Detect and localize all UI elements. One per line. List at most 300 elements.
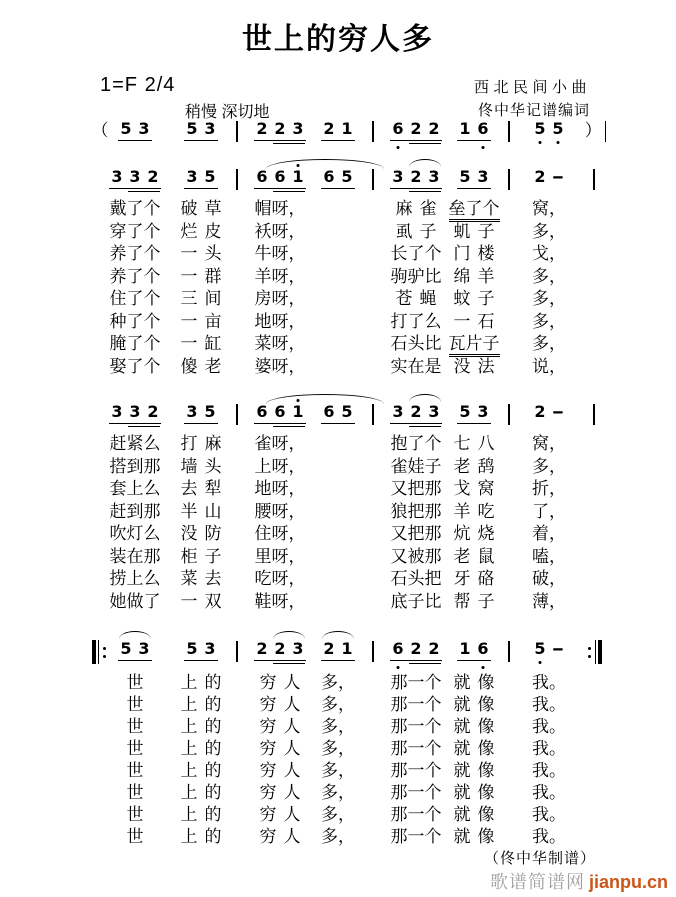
lyric-cell <box>522 456 576 477</box>
lyric-text: 烂皮 <box>180 221 229 241</box>
measure-cell <box>522 168 576 195</box>
note-digit: 2 <box>428 119 440 138</box>
lyric-cell <box>178 546 229 567</box>
lyric-text: 穷人 <box>259 739 308 758</box>
note-row <box>389 120 443 138</box>
lyric-text: 多， <box>321 805 355 824</box>
lyric-text: 我。 <box>532 695 566 714</box>
barline <box>236 121 238 142</box>
lyric-cell <box>98 198 172 219</box>
note-digit: 2 <box>147 402 159 421</box>
barline <box>508 121 510 142</box>
measure-cell <box>224 168 250 190</box>
lyric-text: 娶了个 <box>109 356 161 376</box>
lyric-cell <box>522 672 576 693</box>
lyric-text: 帮子 <box>453 591 502 611</box>
note-digit: 5 <box>186 639 198 658</box>
beam-line-2 <box>273 663 305 664</box>
tempo-marking: 稍慢 深切地 <box>185 104 270 121</box>
lyric-text: 折， <box>532 479 566 498</box>
measure-cell <box>496 640 522 662</box>
note-digit: 3 <box>477 402 489 421</box>
lyric-text: 破， <box>532 569 566 588</box>
lyric-text: 多， <box>532 456 566 476</box>
note-row <box>456 640 492 658</box>
lyric-row <box>88 433 612 456</box>
lyric-text: 世 <box>126 805 144 824</box>
lyric-cell <box>386 198 446 219</box>
lyric-row <box>88 456 612 479</box>
repeat-thin-bar <box>595 640 597 664</box>
lyric-text: 石头把 <box>390 569 442 588</box>
lyric-cell <box>522 311 576 332</box>
lyric-cell <box>522 478 576 499</box>
note-digit: 2 <box>256 639 268 658</box>
lyric-cell <box>178 266 229 287</box>
note-digit: 3 <box>186 167 198 186</box>
note-group <box>253 403 307 430</box>
lyric-text: 房呀， <box>254 289 306 308</box>
lyric-text: 长了个 <box>390 244 442 263</box>
lyric-row <box>88 546 612 569</box>
lyric-text: 那一个 <box>390 717 442 736</box>
beam-line-2 <box>273 426 305 427</box>
lyric-text: 那一个 <box>390 805 442 824</box>
lyric-text: 就像 <box>453 695 502 714</box>
lyric-cell <box>98 333 172 354</box>
lyric-row <box>88 523 612 546</box>
note-group <box>456 403 492 430</box>
beam-line <box>184 188 218 189</box>
lyric-cell <box>452 672 502 693</box>
lyric-cell <box>98 738 172 759</box>
lyric-text: 多， <box>321 695 355 714</box>
lyric-text: 瓦片子 <box>449 333 500 357</box>
lyric-text: 就像 <box>453 783 502 802</box>
note-digit: 5 <box>459 167 471 186</box>
octave-dot-low <box>539 661 542 664</box>
note-row <box>320 403 356 421</box>
music-line-chorus <box>88 628 612 672</box>
lyric-cell <box>178 501 229 522</box>
measure-cell <box>98 403 172 430</box>
slur-arc <box>119 631 151 639</box>
lyric-cell <box>98 782 172 803</box>
lyric-cell <box>250 782 310 803</box>
lyric-text: 穷人 <box>259 695 308 714</box>
lyric-cell <box>452 591 502 612</box>
note-digit: 3 <box>292 119 304 138</box>
lyric-cell <box>98 804 172 825</box>
beam-line <box>109 423 161 424</box>
lyric-cell <box>452 356 502 377</box>
slur-arc <box>273 631 305 639</box>
measure-cell <box>576 168 612 190</box>
octave-dot-low <box>557 141 560 144</box>
lyric-cell <box>250 546 310 567</box>
lyric-row <box>88 672 612 694</box>
lyric-row <box>88 738 612 760</box>
note-row <box>253 403 307 421</box>
lyric-text: 住了个 <box>109 289 161 308</box>
beam-line <box>390 423 442 424</box>
note-digit: 2 <box>428 639 440 658</box>
lyric-cell <box>250 804 310 825</box>
lyric-cell <box>522 568 576 589</box>
lyric-cell <box>178 523 229 544</box>
note-digit: 3 <box>428 402 440 421</box>
lyric-cell <box>250 716 310 737</box>
lyric-text: 驹驴比 <box>390 266 442 286</box>
lyric-cell <box>250 198 310 219</box>
lyric-row <box>88 501 612 524</box>
lyric-text: 一缸 <box>180 334 229 353</box>
lyric-cell <box>522 782 576 803</box>
lyric-text: 地呀， <box>254 311 306 331</box>
lyric-text: 赶紧么 <box>109 434 161 453</box>
note-digit: 1 <box>341 119 353 138</box>
note-digit: 3 <box>428 167 440 186</box>
lyric-text: 戈， <box>532 244 566 263</box>
lyric-text: 上的 <box>180 717 229 736</box>
lyric-cell <box>98 243 172 264</box>
lyric-row <box>88 591 612 614</box>
lyric-cell <box>250 523 310 544</box>
lyric-text: 墙头 <box>180 456 229 476</box>
lyric-cell <box>386 523 446 544</box>
lyric-text: 上的 <box>180 673 229 692</box>
lyric-text: 雀呀， <box>254 434 306 453</box>
lyric-cell <box>386 433 446 454</box>
lyric-cell <box>250 243 310 264</box>
measure-cell <box>316 403 360 430</box>
beam-line <box>254 423 306 424</box>
song-title: 世上的穷人多 <box>242 23 434 56</box>
lyric-text: 就像 <box>453 673 502 692</box>
lyric-text: 虮子 <box>453 221 502 241</box>
lyric-text: 炕烧 <box>453 524 502 543</box>
note-digit: 6 <box>389 120 407 138</box>
note-digit: 5 <box>204 167 216 186</box>
site-name: 歌谱简谱网 <box>489 872 585 892</box>
beam-line-2 <box>273 143 305 144</box>
lyric-cell <box>452 760 502 781</box>
lyric-text: 上的 <box>180 695 229 714</box>
lyric-text: 就像 <box>453 739 502 758</box>
note-group <box>183 120 219 147</box>
note-group <box>253 640 307 667</box>
lyric-text: 我。 <box>532 761 566 780</box>
lyric-cell <box>452 221 502 242</box>
lyric-text: 戈窝 <box>453 479 502 498</box>
lyric-cell <box>250 433 310 454</box>
lyric-cell <box>522 546 576 567</box>
note-digit: 1 <box>289 168 307 186</box>
lyric-cell <box>178 804 229 825</box>
lyric-cell <box>178 198 229 219</box>
note-digit: 3 <box>477 167 489 186</box>
barline <box>605 121 607 142</box>
lyric-text: 蚊子 <box>453 289 502 308</box>
lyric-cell <box>98 716 172 737</box>
note-group <box>531 120 567 147</box>
note-digit: 2 <box>534 167 546 186</box>
lyric-cell <box>98 546 172 567</box>
note-row <box>456 168 492 186</box>
barline <box>236 641 238 662</box>
lyric-row <box>88 716 612 738</box>
lyric-text: 薄， <box>532 591 566 611</box>
measure-cell <box>386 168 446 195</box>
lyric-row <box>88 221 612 244</box>
lyric-text: 我。 <box>532 827 566 846</box>
repeat-close-sign <box>586 640 603 664</box>
lyric-cell <box>98 501 172 522</box>
measure-cell <box>522 640 576 667</box>
lyric-cell <box>98 591 172 612</box>
lyric-cell <box>386 672 446 693</box>
note-digit: 2 <box>256 119 268 138</box>
beam-line <box>184 423 218 424</box>
lyric-text: 了， <box>532 501 566 521</box>
lyric-text: 就像 <box>453 827 502 846</box>
barline <box>372 169 374 190</box>
slur-arc-wide <box>266 394 384 404</box>
lyric-text: 打了么 <box>390 311 442 331</box>
octave-dot-low <box>482 666 485 669</box>
note-group <box>108 403 162 430</box>
measure-cell <box>496 403 522 425</box>
note-group <box>456 168 492 195</box>
note-row <box>117 120 153 138</box>
key-time-signature: 1=F 2/4 <box>100 74 176 96</box>
lyric-row <box>88 266 612 289</box>
lyric-text: 那一个 <box>390 783 442 802</box>
lyric-text: 上的 <box>180 805 229 824</box>
lyric-cell <box>522 333 576 354</box>
note-digit: 1 <box>341 639 353 658</box>
note-digit: 5 <box>120 639 132 658</box>
lyrics-block <box>88 198 612 378</box>
repeat-dot <box>588 647 591 650</box>
repeat-dots <box>588 640 591 664</box>
lyric-text: 底子比 <box>390 591 442 611</box>
lyric-cell <box>452 826 502 847</box>
note-digit: 5 <box>341 167 353 186</box>
note-digit: 3 <box>129 167 141 186</box>
note-row <box>456 403 492 421</box>
measure-cell <box>386 120 446 147</box>
note-row <box>320 120 356 138</box>
site-url: jianpu.cn <box>588 872 668 892</box>
lyrics-block <box>88 672 612 848</box>
beam-line <box>457 423 491 424</box>
lyric-text: 又把那 <box>390 479 442 498</box>
duration-dash: - <box>551 402 565 421</box>
lyric-cell <box>250 501 310 522</box>
lyric-text: 戴了个 <box>109 199 161 218</box>
lyric-text: 就像 <box>453 717 502 736</box>
lyric-text: 牛呀， <box>254 244 306 263</box>
lyric-cell <box>452 243 502 264</box>
measure-cell <box>522 403 576 430</box>
note-digit: 6 <box>256 402 268 421</box>
note-digit: 2 <box>410 167 422 186</box>
lyric-cell <box>522 221 576 242</box>
measure-cell <box>452 168 496 195</box>
lyric-cell <box>386 356 446 377</box>
beam-line <box>390 188 442 189</box>
lyric-text: 世 <box>126 695 144 714</box>
lyric-cell <box>250 760 310 781</box>
beam-line <box>184 140 218 141</box>
lyric-text: 世 <box>126 717 144 736</box>
note-digit: 2 <box>323 639 335 658</box>
note-group <box>320 168 356 195</box>
lyric-text: 多， <box>321 717 355 736</box>
open-paren: （ <box>91 121 109 140</box>
beam-line <box>321 140 355 141</box>
lyric-cell <box>386 546 446 567</box>
lyric-text: 穿了个 <box>109 221 161 241</box>
lyric-cell <box>178 288 229 309</box>
lyric-text: 苍蝇 <box>395 289 444 308</box>
lyric-cell <box>448 198 500 222</box>
lyric-text: 世 <box>126 783 144 802</box>
lyric-cell <box>386 716 446 737</box>
lyric-cell <box>386 288 446 309</box>
measure-cell <box>98 168 172 195</box>
lyric-cell <box>452 433 502 454</box>
lyric-cell <box>178 782 229 803</box>
barline <box>593 169 595 190</box>
lyric-text: 穷人 <box>259 673 308 692</box>
lyric-cell <box>316 738 360 759</box>
lyric-cell <box>316 826 360 847</box>
note-row <box>320 168 356 186</box>
lyric-cell <box>522 826 576 847</box>
lyric-row <box>88 198 612 221</box>
lyric-cell <box>386 221 446 242</box>
lyric-text: 穷人 <box>259 761 308 780</box>
note-digit: 6 <box>323 167 335 186</box>
note-group <box>183 403 219 430</box>
measure-cell <box>360 168 386 190</box>
note-row <box>320 640 356 658</box>
lyric-text: 穷人 <box>259 827 308 846</box>
note-digit: 1 <box>289 403 307 421</box>
lyric-cell <box>98 311 172 332</box>
lyric-cell <box>98 826 172 847</box>
measure-cell <box>250 403 310 430</box>
measure-cell <box>178 120 224 147</box>
measure-cell <box>98 640 172 667</box>
lyric-cell <box>452 478 502 499</box>
note-digit: 3 <box>392 167 404 186</box>
lyric-text: 我。 <box>532 783 566 802</box>
lyric-cell <box>98 288 172 309</box>
lyric-text: 石头比 <box>390 334 442 353</box>
lyric-text: 垒了个 <box>449 198 500 222</box>
close-paren: ） <box>584 121 602 140</box>
note-row <box>531 120 567 138</box>
measure-cell <box>452 120 496 147</box>
lyric-cell <box>386 760 446 781</box>
lyric-text: 上呀， <box>254 456 306 476</box>
measure-cell <box>576 403 612 425</box>
lyric-text: 种了个 <box>109 311 161 331</box>
lyric-cell <box>522 288 576 309</box>
lyric-text: 多， <box>321 739 355 758</box>
lyric-cell <box>386 591 446 612</box>
barline <box>508 641 510 662</box>
measure-cell <box>178 403 224 430</box>
measure-cell <box>98 120 172 147</box>
lyric-text: 她做了 <box>109 591 161 611</box>
beam-line <box>118 140 152 141</box>
lyric-cell <box>178 311 229 332</box>
slur-arc <box>409 159 441 167</box>
lyric-text: 多， <box>532 334 566 353</box>
note-group <box>117 120 153 147</box>
lyric-text: 虱子 <box>395 221 444 241</box>
lyric-text: 破草 <box>180 199 229 218</box>
lyric-cell <box>250 591 310 612</box>
lyric-cell <box>98 478 172 499</box>
lyric-cell <box>522 266 576 287</box>
lyric-cell <box>386 311 446 332</box>
lyric-cell <box>522 433 576 454</box>
note-digit: 3 <box>186 402 198 421</box>
music-line-intro <box>88 108 612 152</box>
slur-arc <box>409 394 441 402</box>
lyric-cell <box>316 672 360 693</box>
lyric-text: 就像 <box>453 761 502 780</box>
note-digit: 5 <box>341 402 353 421</box>
lyric-cell <box>178 694 229 715</box>
measure-cell <box>224 640 250 662</box>
note-row <box>253 168 307 186</box>
measure-cell <box>178 168 224 195</box>
lyric-row <box>88 826 612 848</box>
lyric-text: 多， <box>321 673 355 692</box>
measure-cell <box>250 120 310 147</box>
lyric-text: 菜呀， <box>254 334 306 353</box>
site-watermark <box>490 868 668 894</box>
lyric-text: 半山 <box>180 501 229 521</box>
lyric-cell <box>98 694 172 715</box>
note-digit: 5 <box>531 120 549 138</box>
lyric-cell <box>250 288 310 309</box>
lyric-text: 窝， <box>532 199 566 218</box>
lyric-text: 多， <box>532 266 566 286</box>
lyric-row <box>88 694 612 716</box>
note-digit: 6 <box>474 640 492 658</box>
lyric-text: 多， <box>321 761 355 780</box>
note-digit: 2 <box>323 119 335 138</box>
note-digit: 2 <box>534 402 546 421</box>
lyric-text: 腌了个 <box>109 334 161 353</box>
lyric-text: 狼把那 <box>390 501 442 521</box>
lyric-text: 袄呀， <box>254 221 306 241</box>
lyric-text: 吹灯么 <box>109 524 161 543</box>
lyric-cell <box>452 523 502 544</box>
beam-line <box>254 140 306 141</box>
note-digit: 2 <box>147 167 159 186</box>
note-group <box>389 403 443 430</box>
lyric-text: 一亩 <box>180 311 229 331</box>
lyric-cell <box>452 311 502 332</box>
